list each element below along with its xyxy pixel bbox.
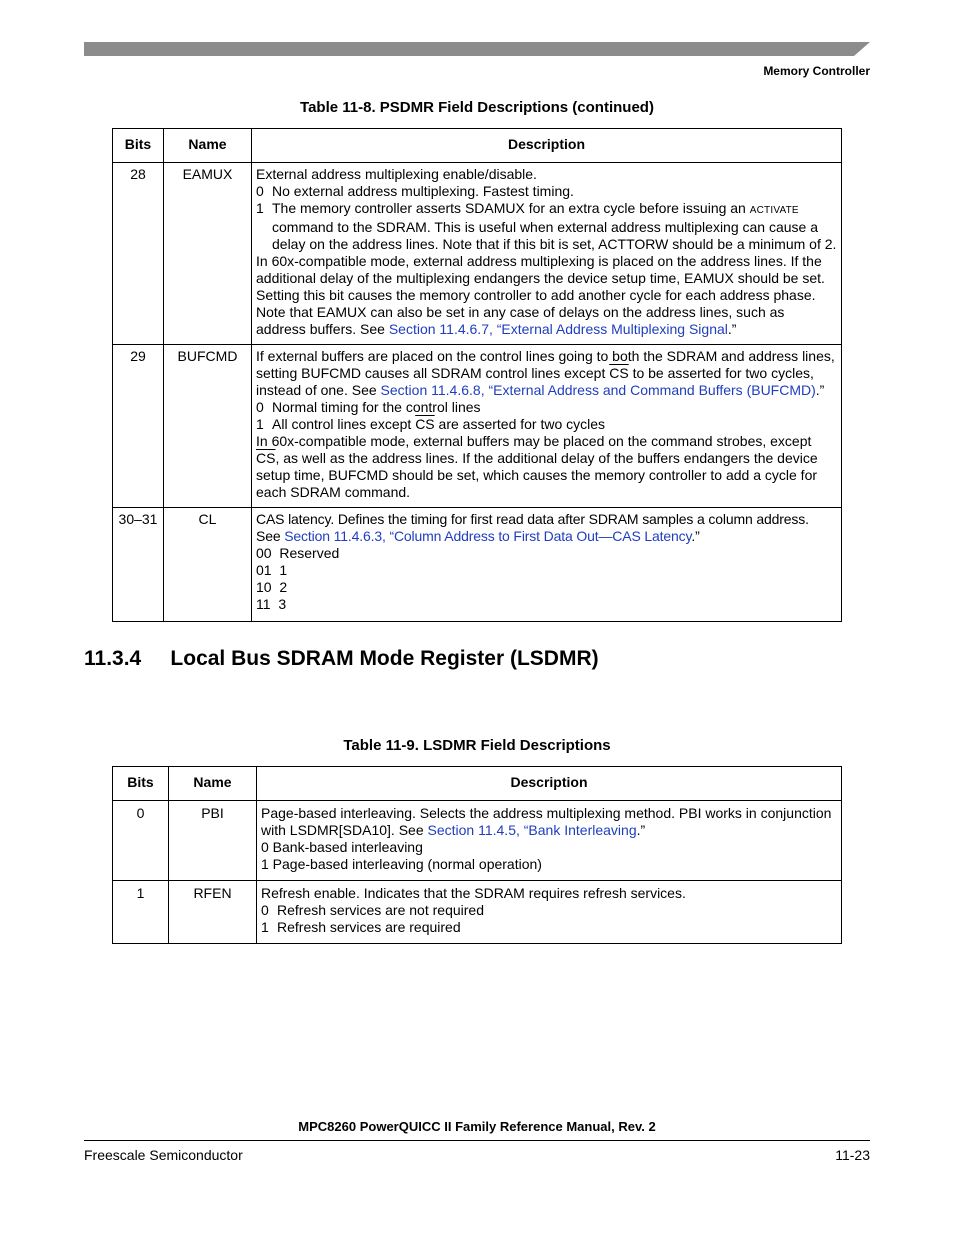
footer-document-title: MPC8260 PowerQUICC II Family Reference Manual, Rev. 2 xyxy=(298,1119,656,1134)
value-text: Refresh services are not required xyxy=(277,902,484,918)
description-text: In 60x-compatible mode, external buffers may be placed on the command strobes, except xyxy=(256,433,812,449)
bits-cell: 0 xyxy=(113,801,169,881)
description-cell xyxy=(252,345,842,508)
cross-reference-link[interactable]: Section 11.4.5, “Bank Interleaving xyxy=(427,822,637,838)
description-cell xyxy=(257,881,842,944)
description-text: If external buffers are placed on the control lines going to both the SDRAM and address lines, setting BUFCMD causes all SDRAM control lines except xyxy=(256,348,835,381)
description-paragraph xyxy=(256,511,837,545)
value-key: 0 xyxy=(256,399,264,415)
section-title: Local Bus SDRAM Mode Register (LSDMR) xyxy=(170,647,599,670)
cross-reference-link[interactable]: Section 11.4.6.8, “External Address and Command Buffers (BUFCMD) xyxy=(380,382,816,398)
value-key: 1 xyxy=(261,919,269,935)
value-item: 11 3 xyxy=(256,596,287,612)
description-text: .” xyxy=(727,321,737,337)
description-text: to be asserted for two cycles, instead of one. See xyxy=(256,365,814,398)
activate-command: ACTIVATE xyxy=(749,205,799,216)
value-item xyxy=(261,919,837,936)
value-item: 1 Page-based interleaving (normal operation) xyxy=(261,856,542,872)
bits-cell: 28 xyxy=(113,163,164,345)
value-item: 10 2 xyxy=(256,579,288,595)
description-text: In 60x-compatible mode, external address multiplexing is placed on the address lines. If the additional delay of the multiplexing endangers the device setup time, EAMUX should be set. Setting this bit causes the memory controller to add another cycle for each address phase. Note that EAMUX can also be set in any case of delays on the address lines, such as address buffers. See xyxy=(256,253,825,337)
value-text xyxy=(272,416,837,433)
value-item xyxy=(261,902,837,919)
description-text: , as well as the address lines. If the additional delay of the buffers endangers the device setup time, BUFCMD should be set, which causes the memory controller to add a cycle for each SDRAM command. xyxy=(256,450,818,500)
value-item: 0 Bank-based interleaving xyxy=(261,839,423,855)
description-text: .” xyxy=(691,528,700,544)
value-text-part: command to the SDRAM. This is useful when external address multiplexing can cause a delay on the address lines. Note that if this bit is set, ACTTORW should be a minimum of 2. xyxy=(272,219,837,252)
section-number: 11.3.4 xyxy=(84,647,142,670)
cs-signal: $\overline{CS}$ xyxy=(415,416,435,432)
description-text: CAS latency. Defines the timing for first read data after SDRAM samples a column address. See xyxy=(256,511,809,544)
value-item xyxy=(256,416,837,433)
table-row xyxy=(113,801,842,881)
table-row xyxy=(113,345,842,508)
description-text: Page-based interleaving. Selects the address multiplexing method. PBI works in conjunction with LSDMR[SDA10]. See xyxy=(261,805,832,838)
column-header-bits: Bits xyxy=(113,129,164,163)
cross-reference-link[interactable]: Section 11.4.6.7, “External Address Multiplexing Signal xyxy=(388,321,728,337)
section-heading xyxy=(84,647,599,671)
bits-cell: 30–31 xyxy=(113,508,164,622)
header-bar xyxy=(84,42,870,56)
column-header-name: Name xyxy=(169,767,257,801)
description-text: Refresh enable. Indicates that the SDRAM requires refresh services. xyxy=(261,885,686,901)
footer-publisher: Freescale Semiconductor xyxy=(84,1147,243,1163)
value-key: 1 xyxy=(256,416,264,432)
table-row xyxy=(113,508,842,622)
value-text: Normal timing for the control lines xyxy=(272,399,481,415)
description-text: .” xyxy=(815,382,825,398)
bits-cell: 1 xyxy=(113,881,169,944)
footer-divider xyxy=(84,1140,870,1141)
value-item xyxy=(256,399,837,416)
value-key: 0 xyxy=(261,902,269,918)
psdmr-field-table xyxy=(112,128,842,622)
value-item xyxy=(256,200,837,253)
table-caption: Table 11-8. PSDMR Field Descriptions (continued) xyxy=(300,99,654,116)
column-header-description: Description xyxy=(257,767,842,801)
column-header-description: Description xyxy=(252,129,842,163)
name-cell: PBI xyxy=(169,801,257,881)
running-header: Memory Controller xyxy=(763,64,870,78)
cs-signal: $\overline{CS}$ xyxy=(256,450,276,466)
table-row xyxy=(113,881,842,944)
value-text xyxy=(272,200,837,253)
value-text-part: The memory controller asserts SDAMUX for an extra cycle before issuing an xyxy=(272,200,746,216)
table-header-row xyxy=(113,129,842,163)
description-paragraph xyxy=(261,805,837,839)
cross-reference-link[interactable]: Section 11.4.6.3, “Column Address to First Data Out—CAS Latency xyxy=(284,528,692,544)
bits-cell: 29 xyxy=(113,345,164,508)
lsdmr-field-table xyxy=(112,766,842,944)
value-item: 01 1 xyxy=(256,562,288,578)
table-header-row xyxy=(113,767,842,801)
value-key: 0 xyxy=(256,183,264,199)
description-paragraph xyxy=(256,253,837,338)
table-caption: Table 11-9. LSDMR Field Descriptions xyxy=(343,737,611,754)
description-text: .” xyxy=(636,822,646,838)
value-item: 00 Reserved xyxy=(256,545,340,561)
name-cell: RFEN xyxy=(169,881,257,944)
value-text: Refresh services are required xyxy=(277,919,461,935)
description-cell xyxy=(252,163,842,345)
value-key: 1 xyxy=(256,200,264,216)
value-item xyxy=(256,183,837,200)
column-header-name: Name xyxy=(164,129,252,163)
cs-signal: $\overline{CS}$ xyxy=(609,365,629,381)
description-paragraph xyxy=(256,348,837,399)
name-cell: CL xyxy=(164,508,252,622)
description-text: External address multiplexing enable/disable. xyxy=(256,166,537,182)
page-number: 11-23 xyxy=(835,1147,870,1163)
name-cell: EAMUX xyxy=(164,163,252,345)
description-paragraph xyxy=(256,433,837,501)
table-row xyxy=(113,163,842,345)
value-text-part: All control lines except xyxy=(272,416,412,432)
value-text-part: are asserted for two cycles xyxy=(438,416,606,432)
name-cell: BUFCMD xyxy=(164,345,252,508)
description-cell xyxy=(257,801,842,881)
value-text: No external address multiplexing. Fastest timing. xyxy=(272,183,574,199)
column-header-bits: Bits xyxy=(113,767,169,801)
description-cell xyxy=(252,508,842,622)
